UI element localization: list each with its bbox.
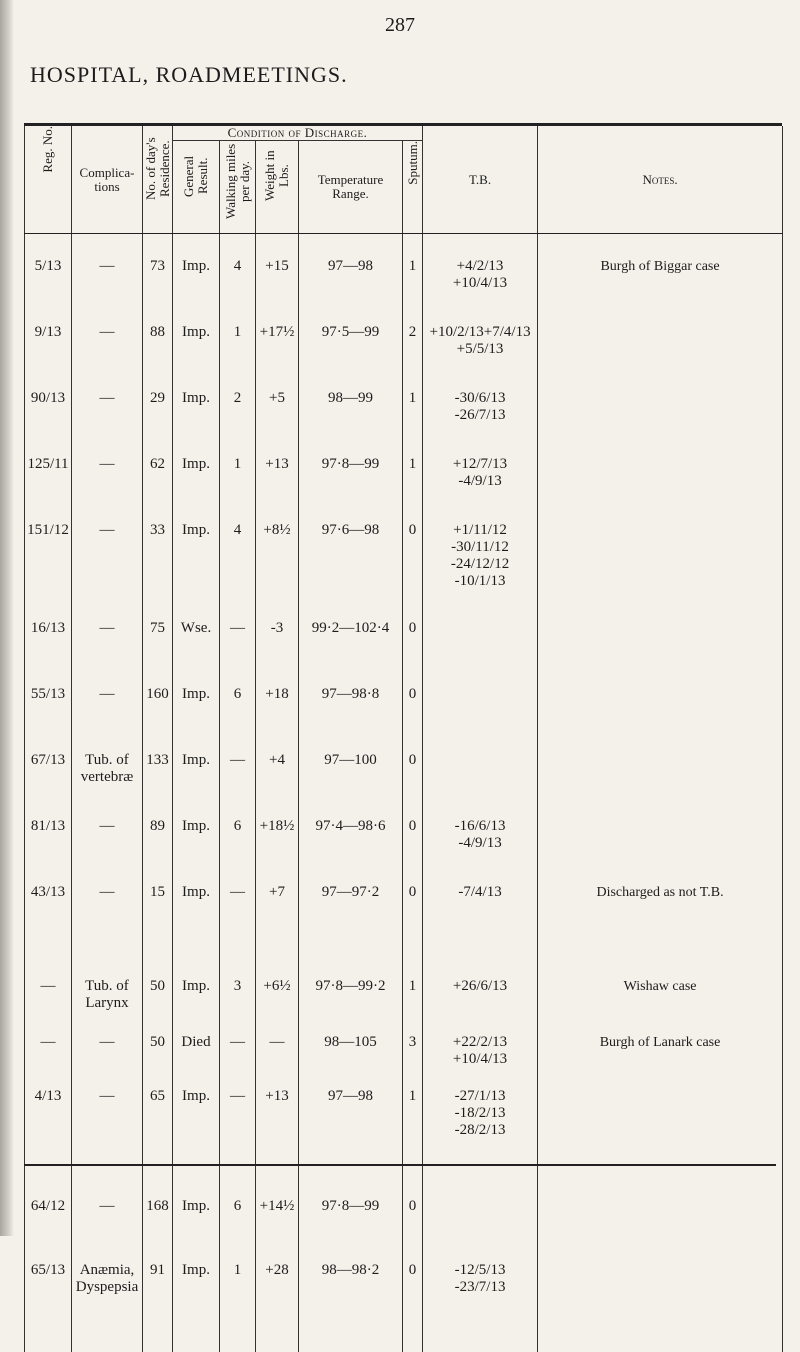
temperature-range-cell: 99·2—102·4 [299, 620, 403, 686]
residence-days-cell: 50 [143, 978, 173, 1034]
walking-miles-cell: 6 [220, 1198, 256, 1262]
sputum-cell: 1 [403, 390, 423, 456]
complications-cell [72, 752, 143, 818]
temperature-range-cell: 97·8—99 [299, 456, 403, 522]
header-reg-no: Reg. No. [25, 126, 72, 234]
general-result-cell: Imp. [173, 522, 220, 620]
reg-no-cell: 43/13 [25, 884, 72, 978]
cell-line: +26/6/13 [452, 978, 508, 994]
temperature-range-cell: 97·8—99·2 [299, 978, 403, 1034]
weight-cell: +28 [256, 1262, 299, 1352]
reg-no-cell: 16/13 [25, 620, 72, 686]
cell-line: — [99, 686, 115, 702]
weight-cell: +13 [256, 456, 299, 522]
tb-cell [423, 1034, 538, 1088]
reg-no-cell: 67/13 [25, 752, 72, 818]
sputum-cell: 1 [403, 456, 423, 522]
walking-miles-cell: — [220, 884, 256, 978]
complications-cell [72, 1088, 143, 1198]
notes-cell: Burgh of Biggar case [538, 258, 783, 324]
complications-cell [72, 522, 143, 620]
cell-line: -18/2/13 [454, 1105, 506, 1121]
table-row [25, 522, 783, 620]
notes-cell [538, 752, 783, 818]
tb-cell [423, 1262, 538, 1352]
weight-cell: +18 [256, 686, 299, 752]
sputum-cell: 2 [403, 324, 423, 390]
cell-line: -30/11/12 [451, 539, 509, 555]
weight-cell: +13 [256, 1088, 299, 1198]
table-row [25, 456, 783, 522]
table-row [25, 978, 783, 1034]
walking-miles-cell: 1 [220, 1262, 256, 1352]
cell-line: +12/7/13 [452, 456, 508, 472]
header-sputum: Sputum. [403, 141, 423, 234]
complications-cell [72, 1262, 143, 1352]
notes-cell [538, 324, 783, 390]
table-row [25, 258, 783, 324]
sputum-cell: 0 [403, 686, 423, 752]
general-result-cell: Imp. [173, 818, 220, 884]
sputum-cell: 0 [403, 818, 423, 884]
walking-miles-cell: — [220, 620, 256, 686]
sputum-cell: 1 [403, 1088, 423, 1198]
residence-days-cell: 62 [143, 456, 173, 522]
residence-days-cell: 33 [143, 522, 173, 620]
complications-cell [72, 818, 143, 884]
complications-cell [72, 1034, 143, 1088]
notes-cell [538, 1088, 783, 1198]
cell-line: -10/1/13 [454, 573, 506, 589]
sputum-cell: 1 [403, 258, 423, 324]
temperature-range-cell: 97—98 [299, 258, 403, 324]
tb-cell [423, 258, 538, 324]
cell-line: -4/9/13 [458, 835, 502, 851]
sputum-cell: 0 [403, 1198, 423, 1262]
notes-cell [538, 390, 783, 456]
sputum-cell: 0 [403, 1262, 423, 1352]
complications-cell [72, 390, 143, 456]
header-notes: Notes. [538, 126, 783, 234]
table-row [25, 686, 783, 752]
walking-miles-cell: — [220, 752, 256, 818]
complications-cell [72, 978, 143, 1034]
header-tb: T.B. [423, 126, 538, 234]
weight-cell: — [256, 1034, 299, 1088]
cell-line: — [99, 522, 115, 538]
cell-line: Anæmia, [79, 1262, 135, 1278]
sputum-cell: 0 [403, 620, 423, 686]
reg-no-cell: 5/13 [25, 258, 72, 324]
residence-days-cell: 75 [143, 620, 173, 686]
general-result-cell: Imp. [173, 1262, 220, 1352]
general-result-cell: Imp. [173, 1088, 220, 1198]
weight-cell: +7 [256, 884, 299, 978]
notes-cell [538, 522, 783, 620]
cell-line: -28/2/13 [454, 1122, 506, 1138]
table-row [25, 818, 783, 884]
page-number: 287 [385, 14, 415, 36]
residence-days-cell: 29 [143, 390, 173, 456]
weight-cell: +15 [256, 258, 299, 324]
table-row [25, 1198, 783, 1262]
notes-cell: Burgh of Lanark case [538, 1034, 783, 1088]
complications-cell [72, 456, 143, 522]
walking-miles-cell: 1 [220, 324, 256, 390]
walking-miles-cell: — [220, 1034, 256, 1088]
cell-line: +1/11/12 [453, 522, 507, 538]
general-result-cell: Imp. [173, 752, 220, 818]
reg-no-cell: 4/13 [25, 1088, 72, 1198]
reg-no-cell: 9/13 [25, 324, 72, 390]
sputum-cell: 0 [403, 752, 423, 818]
discharge-register-table [24, 126, 783, 1352]
table-row [25, 324, 783, 390]
notes-cell [538, 1262, 783, 1352]
weight-cell: +4 [256, 752, 299, 818]
weight-cell: +17½ [256, 324, 299, 390]
walking-miles-cell: 6 [220, 686, 256, 752]
cell-line: -4/9/13 [458, 473, 502, 489]
cell-line: — [99, 1088, 115, 1104]
cell-line: -16/6/13 [454, 818, 506, 834]
notes-cell [538, 1198, 783, 1262]
temperature-range-cell: 98—98·2 [299, 1262, 403, 1352]
residence-days-cell: 73 [143, 258, 173, 324]
residence-days-cell: 168 [143, 1198, 173, 1262]
cell-line: — [99, 620, 115, 636]
tb-cell [423, 390, 538, 456]
reg-no-cell: — [25, 978, 72, 1034]
cell-line: — [99, 390, 115, 406]
reg-no-cell: 55/13 [25, 686, 72, 752]
table-row [25, 752, 783, 818]
cell-line: -23/7/13 [454, 1279, 506, 1295]
temperature-range-cell: 98—105 [299, 1034, 403, 1088]
general-result-cell: Imp. [173, 884, 220, 978]
reg-no-cell: 151/12 [25, 522, 72, 620]
residence-days-cell: 15 [143, 884, 173, 978]
general-result-cell: Imp. [173, 978, 220, 1034]
tb-cell [423, 884, 538, 978]
cell-line: Dyspepsia [75, 1279, 139, 1295]
header-walking: Walking miles per day. [220, 141, 256, 234]
notes-cell [538, 456, 783, 522]
temperature-range-cell: 97—97·2 [299, 884, 403, 978]
header-complications: Complica- tions [72, 126, 143, 234]
header-condition-of-discharge: Condition of Discharge. [173, 126, 423, 141]
sputum-cell: 0 [403, 522, 423, 620]
temperature-range-cell: 97·5—99 [299, 324, 403, 390]
complications-cell [72, 620, 143, 686]
general-result-cell: Died [173, 1034, 220, 1088]
table-row [25, 1088, 783, 1198]
residence-days-cell: 65 [143, 1088, 173, 1198]
walking-miles-cell: 1 [220, 456, 256, 522]
cell-line: — [99, 1198, 115, 1214]
tb-cell [423, 522, 538, 620]
notes-cell [538, 620, 783, 686]
temperature-range-cell: 97·8—99 [299, 1198, 403, 1262]
cell-line: — [99, 1034, 115, 1050]
page-binding-shadow [0, 0, 14, 1236]
walking-miles-cell: — [220, 1088, 256, 1198]
notes-cell [538, 686, 783, 752]
notes-cell: Wishaw case [538, 978, 783, 1034]
header-general-result: General Result. [173, 141, 220, 234]
tb-cell [423, 456, 538, 522]
complications-cell [72, 686, 143, 752]
temperature-range-cell: 97—98 [299, 1088, 403, 1198]
sputum-cell: 0 [403, 884, 423, 978]
complications-cell [72, 258, 143, 324]
cell-line: — [99, 884, 115, 900]
cell-line: — [99, 258, 115, 274]
tb-cell [423, 978, 538, 1034]
weight-cell: +8½ [256, 522, 299, 620]
temperature-range-cell: 97·6—98 [299, 522, 403, 620]
complications-cell [72, 884, 143, 978]
residence-days-cell: 88 [143, 324, 173, 390]
tb-cell [423, 1088, 538, 1198]
temperature-range-cell: 98—99 [299, 390, 403, 456]
notes-cell: Discharged as not T.B. [538, 884, 783, 978]
walking-miles-cell: 3 [220, 978, 256, 1034]
cell-line: -12/5/13 [454, 1262, 506, 1278]
walking-miles-cell: 4 [220, 522, 256, 620]
cell-line: vertebræ [80, 769, 134, 785]
notes-cell [538, 818, 783, 884]
table-row [25, 1262, 783, 1352]
table-row [25, 1034, 783, 1088]
cell-line: Tub. of [85, 978, 129, 994]
temperature-range-cell: 97—98·8 [299, 686, 403, 752]
general-result-cell: Imp. [173, 324, 220, 390]
weight-cell: +5 [256, 390, 299, 456]
page-title: HOSPITAL, ROADMEETINGS. [30, 62, 348, 87]
cell-line: +10/2/13+7/4/13 [429, 324, 531, 340]
tb-cell [423, 818, 538, 884]
table-row [25, 390, 783, 456]
sputum-cell: 1 [403, 978, 423, 1034]
cell-line: -7/4/13 [458, 884, 502, 900]
general-result-cell: Imp. [173, 456, 220, 522]
reg-no-cell: — [25, 1034, 72, 1088]
weight-cell: +6½ [256, 978, 299, 1034]
complications-cell [72, 324, 143, 390]
cell-line: +10/4/13 [452, 275, 508, 291]
tb-cell [423, 686, 538, 752]
residence-days-cell: 133 [143, 752, 173, 818]
reg-no-cell: 81/13 [25, 818, 72, 884]
temperature-range-cell: 97—100 [299, 752, 403, 818]
residence-days-cell: 89 [143, 818, 173, 884]
weight-cell: +18½ [256, 818, 299, 884]
tb-cell [423, 324, 538, 390]
table-row [25, 884, 783, 978]
cell-line: Tub. of [85, 752, 129, 768]
general-result-cell: Imp. [173, 1198, 220, 1262]
bottom-rule [24, 1164, 776, 1166]
header-residence: No. of day's Residence. [143, 126, 173, 234]
cell-line: +22/2/13 [452, 1034, 508, 1050]
weight-cell: +14½ [256, 1198, 299, 1262]
residence-days-cell: 91 [143, 1262, 173, 1352]
temperature-range-cell: 97·4—98·6 [299, 818, 403, 884]
walking-miles-cell: 4 [220, 258, 256, 324]
cell-line: — [99, 324, 115, 340]
walking-miles-cell: 2 [220, 390, 256, 456]
sputum-cell: 3 [403, 1034, 423, 1088]
general-result-cell: Wse. [173, 620, 220, 686]
cell-line: — [99, 818, 115, 834]
header-weight: Weight in Lbs. [256, 141, 299, 234]
cell-line: -27/1/13 [454, 1088, 506, 1104]
reg-no-cell: 125/11 [25, 456, 72, 522]
general-result-cell: Imp. [173, 258, 220, 324]
tb-cell [423, 1198, 538, 1262]
tb-cell [423, 620, 538, 686]
cell-line: -30/6/13 [454, 390, 506, 406]
cell-line: -24/12/12 [450, 556, 510, 572]
walking-miles-cell: 6 [220, 818, 256, 884]
reg-no-cell: 90/13 [25, 390, 72, 456]
cell-line: — [99, 456, 115, 472]
reg-no-cell: 65/13 [25, 1262, 72, 1352]
cell-line: +4/2/13 [456, 258, 504, 274]
cell-line: -26/7/13 [454, 407, 506, 423]
weight-cell: -3 [256, 620, 299, 686]
cell-line: Larynx [85, 995, 129, 1011]
general-result-cell: Imp. [173, 390, 220, 456]
header-temperature: Temperature Range. [299, 141, 403, 234]
residence-days-cell: 160 [143, 686, 173, 752]
tb-cell [423, 752, 538, 818]
cell-line: +5/5/13 [456, 341, 504, 357]
cell-line: +10/4/13 [452, 1051, 508, 1067]
table-row [25, 620, 783, 686]
complications-cell [72, 1198, 143, 1262]
residence-days-cell: 50 [143, 1034, 173, 1088]
reg-no-cell: 64/12 [25, 1198, 72, 1262]
general-result-cell: Imp. [173, 686, 220, 752]
